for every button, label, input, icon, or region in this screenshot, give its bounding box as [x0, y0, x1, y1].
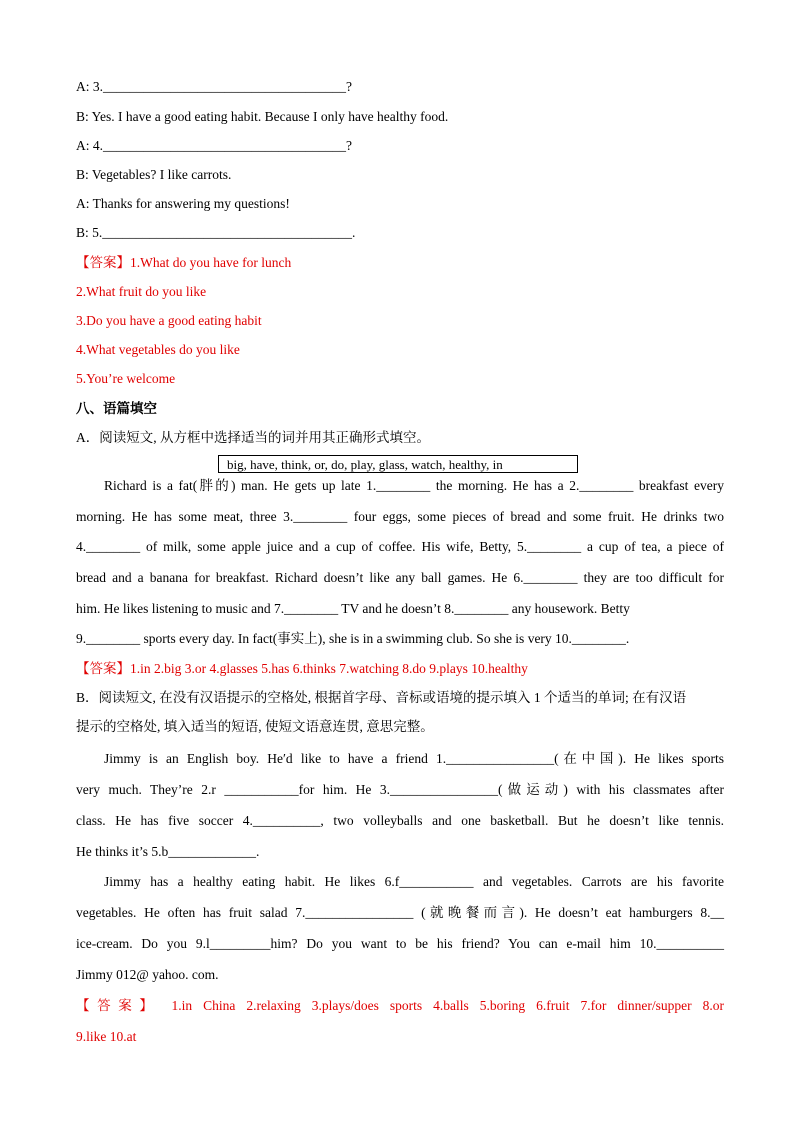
dialogue-line-b1: B: Yes. I have a good eating habit. Because I only have healthy food. — [76, 109, 449, 124]
part-b-line-2: very much. They’re 2.r ___________for him. He 3.________________(做运动) with his classmates after — [76, 782, 724, 797]
answer-5: 5.You’re welcome — [76, 371, 176, 386]
answer-3: 3.Do you have a good eating habit — [76, 313, 262, 328]
part-b-answer-1: 【答案】 1.in China 2.relaxing 3.plays/does sports 4.balls 5.boring 6.fruit 7.for dinner/supper 8.or — [76, 998, 724, 1013]
part-a-instruction: A．阅读短文, 从方框中选择适当的词并用其正确形式填空。 — [76, 430, 430, 445]
part-b-instruction-2: 提示的空格处, 填入适当的短语, 使短文语意连贯, 意思完整。 — [76, 719, 434, 734]
part-a-line-1: Richard is a fat(胖的) man. He gets up late 1.________ the morning. He has a 2.________ breakfast every — [104, 478, 724, 493]
part-b-line-8: Jimmy 012@ yahoo. com. — [76, 967, 219, 982]
part-a-line-2: morning. He has some meat, three 3.________ four eggs, some pieces of bread and some fruit. He drinks two — [76, 509, 724, 524]
part-a-answer: 【答案】1.in 2.big 3.or 4.glasses 5.has 6.thinks 7.watching 8.do 9.plays 10.healthy — [76, 661, 528, 676]
part-b-line-6: vegetables. He often has fruit salad 7.________________ (就晚餐而言). He doesn’t eat hamburgers 8.__ — [76, 905, 724, 920]
answer-4: 4.What vegetables do you like — [76, 342, 240, 357]
dialogue-line-4: A: 4.____________________________________? — [76, 138, 352, 153]
part-b-line-3: class. He has five soccer 4.__________, two volleyballs and one basketball. But he doesn’t like tennis. — [76, 813, 724, 828]
part-a-line-5: him. He likes listening to music and 7.________ TV and he doesn’t 8.________ any housework. Betty — [76, 601, 630, 616]
dialogue-line-b2: B: Vegetables? I like carrots. — [76, 167, 232, 182]
part-a-line-3: 4.________ of milk, some apple juice and a cup of coffee. His wife, Betty, 5.________ a cup of tea, a piece of — [76, 539, 724, 554]
section-title: 八、语篇填空 — [76, 401, 157, 417]
part-a-line-4: bread and a banana for breakfast. Richard doesn’t like any ball games. He 6.________ they are too difficult for — [76, 570, 724, 585]
part-b-answer-2: 9.like 10.at — [76, 1029, 137, 1044]
dialogue-line-3: A: 3.____________________________________? — [76, 79, 352, 94]
part-b-line-5: Jimmy has a healthy eating habit. He likes 6.f___________ and vegetables. Carrots are his favorite — [104, 874, 724, 889]
part-b-instruction-1: B．阅读短文, 在没有汉语提示的空格处, 根据首字母、音标或语境的提示填入 1 个适当的单词; 在有汉语 — [76, 690, 687, 705]
part-a-line-6: 9.________ sports every day. In fact(事实上), she is in a swimming club. So she is very 10.________. — [76, 631, 630, 646]
dialogue-line-a3: A: Thanks for answering my questions! — [76, 196, 290, 211]
answer-1: 【答案】1.What do you have for lunch — [76, 255, 292, 270]
part-b-line-4: He thinks it’s 5.b_____________. — [76, 844, 260, 859]
part-b-line-1: Jimmy is an English boy. He′d like to have a friend 1.________________(在中国). He likes sports — [104, 751, 724, 766]
dialogue-line-5: B: 5._____________________________________. — [76, 225, 356, 240]
answer-2: 2.What fruit do you like — [76, 284, 207, 299]
word-box: big, have, think, or, do, play, glass, watch, healthy, in — [218, 455, 578, 473]
part-b-line-7: ice-cream. Do you 9.l_________him? Do you want to be his friend? You can e-mail him 10.__________ — [76, 936, 724, 951]
